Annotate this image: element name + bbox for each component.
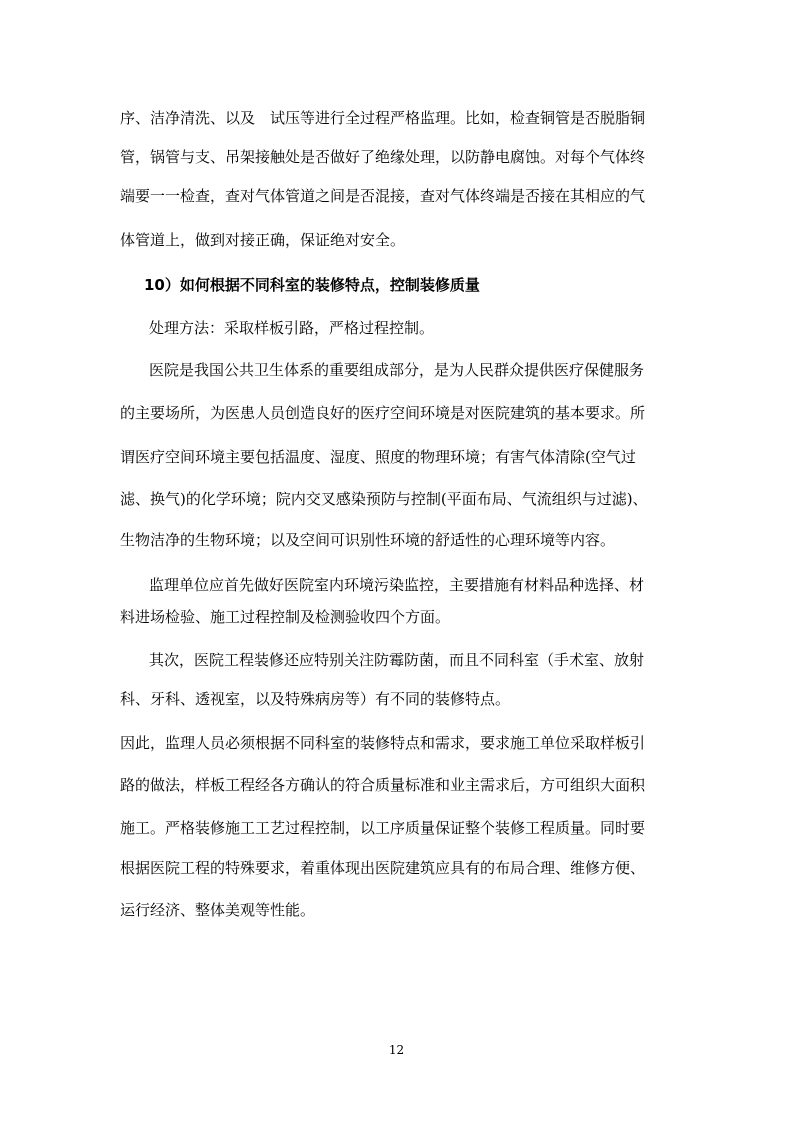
body-text-line: 料进场检验、施工过程控制及检测验收四个方面。: [120, 608, 451, 626]
body-text-line: 因此，监理人员必须根据不同科室的装修特点和需求，要求施工单位采取样板引: [120, 734, 646, 752]
body-text-line: 处理方法：采取样板引路，严格过程控制。: [149, 319, 435, 337]
body-text-line: 生物洁净的生物环境；以及空间可识别性环境的舒适性的心理环境等内容。: [120, 531, 616, 549]
body-text-line: 序、洁净清洗、以及 试压等进行全过程严格监理。比如，检查铜管是否脱脂铜: [120, 109, 646, 127]
body-text-line: 监理单位应首先做好医院室内环境污染监控，主要措施有材料品种选择、材: [149, 576, 645, 594]
body-text-line: 路的做法，样板工程经各方确认的符合质量标准和业主需求后，方可组织大面积: [120, 776, 646, 794]
body-text-line: 其次，医院工程装修还应特别关注防霉防菌，而且不同科室（手术室、放射: [149, 651, 645, 669]
body-text-line: 谓医疗空间环境主要包括温度、湿度、照度的物理环境；有害气体清除(空气过: [120, 448, 636, 466]
body-text-line: 科、牙科、透视室，以及特殊病房等）有不同的装修特点。: [120, 690, 511, 708]
body-text-line: 端要一一检查，查对气体管道之间是否混接，查对气体终端是否接在其相应的气: [120, 187, 646, 205]
body-text-line: 的主要场所，为医患人员创造良好的医疗空间环境是对医院建筑的基本要求。所: [120, 404, 646, 422]
body-text-line: 施工。严格装修施工工艺过程控制，以工序质量保证整个装修工程质量。同时要: [120, 819, 646, 837]
body-text-line: 管，锅管与支、吊架接触处是否做好了绝缘处理，以防静电腐蚀。对每个气体终: [120, 148, 646, 166]
body-text-line: 体管道上，做到对接正确，保证绝对安全。: [120, 231, 406, 249]
body-text-line: 根据医院工程的特殊要求，着重体现出医院建筑应具有的布局合理、维修方便、: [120, 859, 646, 877]
body-text-line: 滤、换气)的化学环境；院内交叉感染预防与控制(平面布局、气流组织与过滤)、: [120, 490, 648, 508]
body-text-line: 医院是我国公共卫生体系的重要组成部分，是为人民群众提供医疗保健服务: [149, 361, 645, 379]
section-heading: 10）如何根据不同科室的装修特点，控制装修质量: [144, 276, 480, 294]
page-number: 12: [388, 1043, 405, 1057]
body-text-line: 运行经济、整体美观等性能。: [120, 901, 316, 919]
